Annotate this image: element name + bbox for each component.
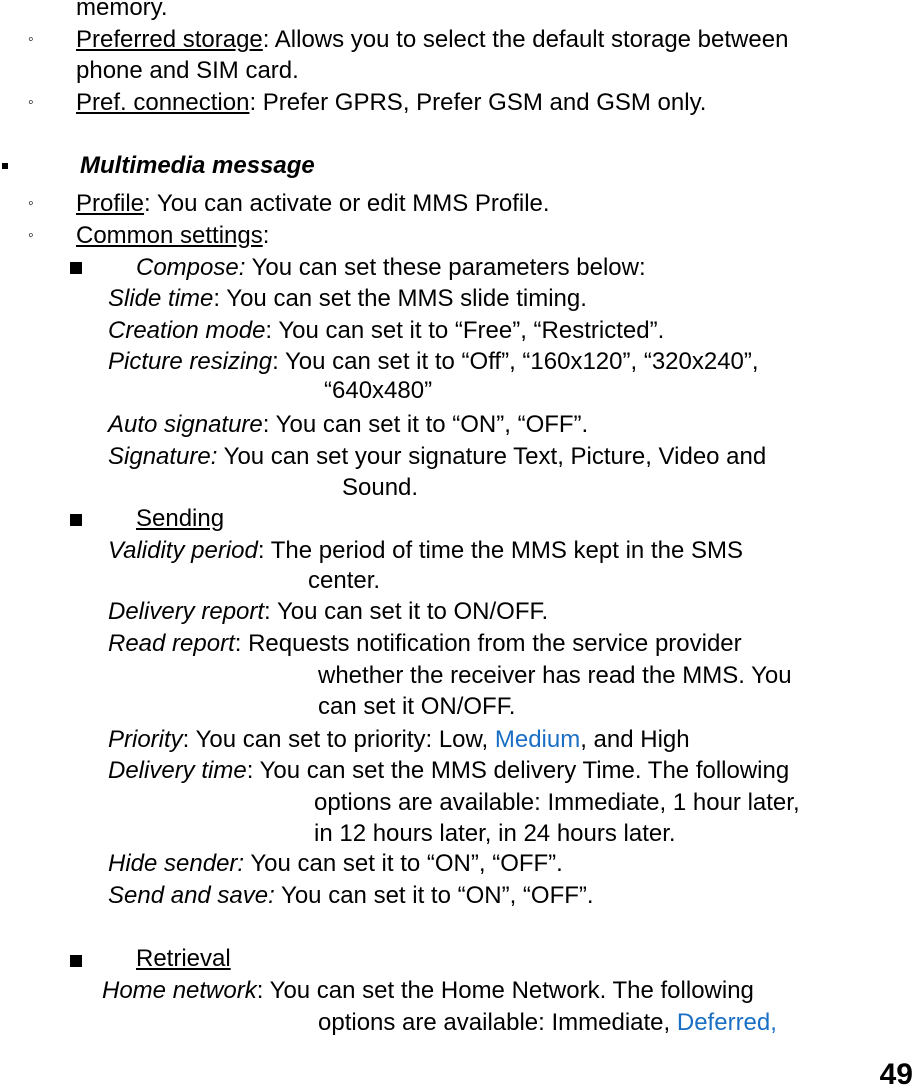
profile-item: Profile: You can activate or edit MMS Profile. — [76, 190, 550, 217]
text-line: in 12 hours later, in 24 hours later. — [314, 820, 676, 847]
preferred-storage-item: Preferred storage: Allows you to select the default storage between — [76, 26, 789, 53]
section-heading: Multimedia message — [80, 152, 315, 179]
text-line: “640x480” — [324, 377, 433, 404]
delivery-report-item: Delivery report: You can set it to ON/OFF. — [108, 598, 549, 625]
send-and-save-item: Send and save: You can set it to “ON”, “OFF”. — [108, 882, 594, 909]
term: Delivery time — [108, 757, 247, 784]
home-network-item: Home network: You can set the Home Network. The following — [102, 977, 754, 1004]
text-line: phone and SIM card. — [76, 57, 299, 84]
signature-item: Signature: You can set your signature Text, Picture, Video and — [108, 443, 767, 470]
pref-connection-item: Pref. connection: Prefer GPRS, Prefer GSM and GSM only. — [76, 89, 707, 116]
term: Profile — [76, 190, 145, 217]
term: Signature: — [108, 443, 218, 470]
term: Creation mode — [108, 317, 266, 344]
term: Priority — [108, 726, 183, 753]
text-line: memory. — [76, 0, 168, 21]
term: Send and save: — [108, 882, 275, 909]
term: Home network — [102, 977, 257, 1004]
text-line: options are available: Immediate, 1 hour later, — [314, 789, 800, 816]
retrieval-heading: Retrieval — [136, 945, 231, 972]
circle-bullet-icon: ◦ — [28, 195, 34, 212]
term: Validity period — [108, 537, 258, 564]
sending-heading: Sending — [136, 505, 225, 532]
read-report-item: Read report: Requests notification from the service provider — [108, 630, 742, 657]
picture-resizing-item: Picture resizing: You can set it to “Off”, “160x120”, “320x240”, — [108, 348, 759, 375]
auto-signature-item: Auto signature: You can set it to “ON”, “OFF”. — [108, 411, 589, 438]
term: Hide sender: — [108, 850, 245, 877]
highlighted-value: Medium — [494, 726, 581, 753]
filled-square-bullet-icon — [70, 514, 82, 526]
term: Delivery report — [108, 598, 265, 625]
filled-square-bullet-icon — [70, 955, 82, 967]
term: Pref. connection — [76, 89, 250, 116]
compose-item: Compose: You can set these parameters below: — [136, 254, 646, 281]
hide-sender-item: Hide sender: You can set it to “ON”, “OFF”. — [108, 850, 563, 877]
text-line: can set it ON/OFF. — [318, 693, 516, 720]
text-line: Sound. — [342, 474, 419, 501]
text-line: whether the receiver has read the MMS. You — [318, 662, 792, 689]
slide-time-item: Slide time: You can set the MMS slide timing. — [108, 285, 587, 312]
term: Preferred storage — [76, 26, 263, 53]
circle-bullet-icon: ◦ — [28, 94, 34, 111]
common-settings-item: Common settings: — [76, 222, 270, 249]
circle-bullet-icon: ◦ — [28, 31, 34, 48]
filled-square-bullet-icon — [70, 262, 82, 274]
highlighted-value: Deferred, — [676, 1009, 777, 1036]
delivery-time-item: Delivery time: You can set the MMS delivery Time. The following — [108, 757, 790, 784]
term: Auto signature — [108, 411, 263, 438]
text-line: center. — [308, 567, 381, 594]
priority-item: Priority: You can set to priority: Low, Medium, and High — [108, 726, 690, 753]
term: Read report — [108, 630, 235, 657]
validity-period-item: Validity period: The period of time the MMS kept in the SMS — [108, 537, 743, 564]
term: Picture resizing — [108, 348, 273, 375]
term: Slide time — [108, 285, 214, 312]
square-bullet-icon — [2, 163, 8, 169]
term: Common settings — [76, 222, 263, 249]
text-line: options are available: Immediate, Deferred, — [318, 1009, 777, 1036]
term: Compose: — [136, 254, 246, 281]
creation-mode-item: Creation mode: You can set it to “Free”, “Restricted”. — [108, 317, 665, 344]
circle-bullet-icon: ◦ — [28, 227, 34, 244]
page-number: 49 — [879, 1058, 913, 1091]
